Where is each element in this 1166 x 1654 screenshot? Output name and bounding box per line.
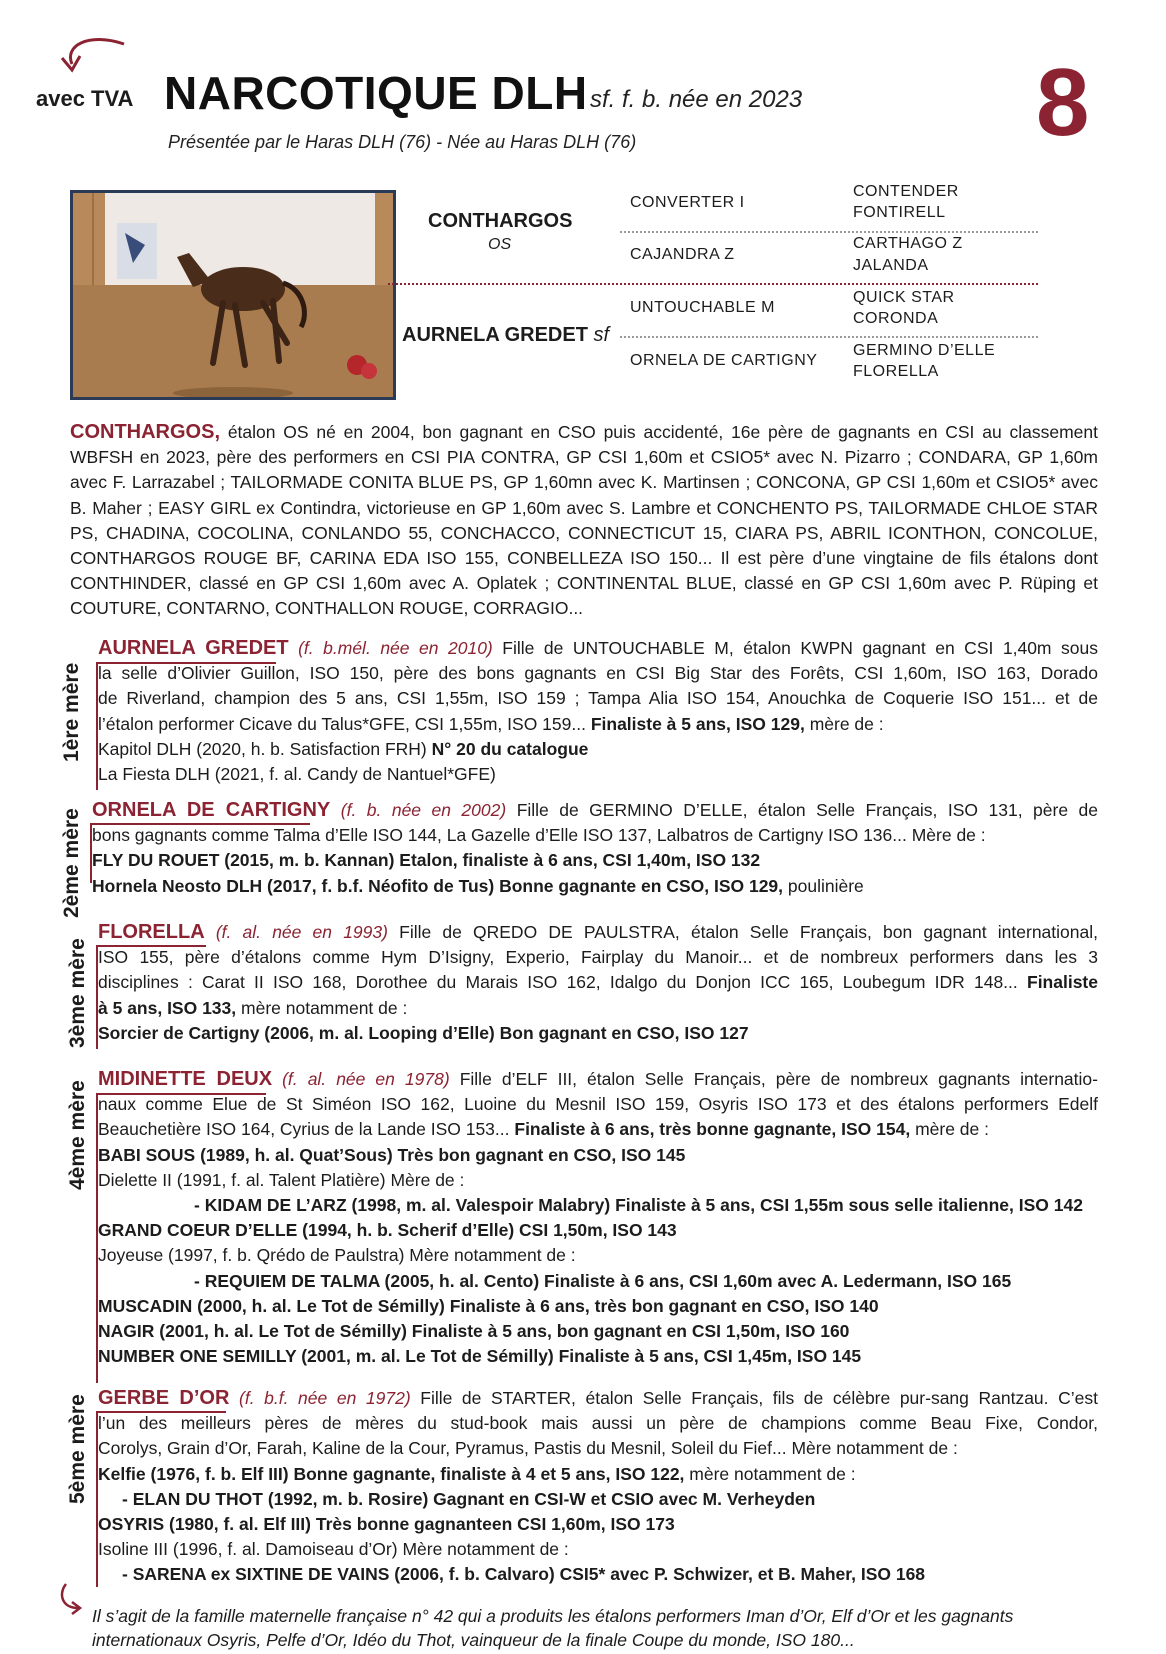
m3-meta: (f. al. née en 1993) — [215, 922, 388, 942]
m5-offspring: Kelfie (1976, f. b. Elf III) Bonne gagnante, finaliste à 4 et 5 ans, ISO 122, — [98, 1463, 685, 1484]
pedigree-ggs3b: CORONDA — [853, 310, 939, 327]
m4-line: mère de : — [915, 1119, 990, 1140]
m1-offspring: Kapitol DLH (2020, h. b. Satisfaction FRH) — [98, 738, 427, 759]
m2-meta: (f. b. née en 2002) — [340, 800, 507, 820]
m4-offspring: NUMBER ONE SEMILLY (2001, m. al. Le Tot de Sémilly) Finaliste à 5 ans, CSI 1,45m, ISO 145 — [98, 1346, 862, 1367]
m4-line: Fille d’ELF III, étalon Selle Français, père de nombreux gagnants internatio- — [459, 1069, 1098, 1089]
m5-line: Corolys, Grain d’Or, Farah, Kaline de la Cour, Pyramus, Pastis du Mesnil, Soleil du Fief... Mère notamment de : — [98, 1438, 958, 1459]
pedigree-gs3: UNTOUCHABLE M — [630, 299, 775, 316]
m2-offspring: Hornela Neosto DLH (2017, f. b.f. Néofito de Tus) Bonne gagnante en CSO, ISO 129, — [92, 875, 784, 896]
m1-line: la selle d’Olivier Guillon, ISO 150, père des bons gagnants en CSI Big Star des Forêts, CSI 1,60m, ISO 163, Dorado — [98, 663, 1098, 684]
m2-line: bons gagnants comme Talma d’Elle ISO 144, La Gazelle d’Elle ISO 137, Lalbatros de Cartigny ISO 136... Mère de : — [92, 825, 986, 846]
m3-line: ISO 155, père d’étalons comme Hym D’Isigny, Experio, Fairplay du Manoir... et de nombreux performers dans les 3 — [98, 947, 1098, 968]
pedigree-divider-main — [388, 283, 1038, 285]
m5-offspring: Isoline III (1996, f. al. Damoiseau d’Or) Mère notamment de : — [98, 1539, 569, 1560]
m5-grand-offspring: - ELAN DU THOT (1992, m. b. Rosire) Gagnant en CSI-W et CSIO avec M. Verheyden — [122, 1488, 816, 1509]
pedigree-gs4: ORNELA DE CARTIGNY — [630, 352, 818, 369]
pedigree-sire-breed: OS — [488, 236, 512, 253]
m1-catalogue-ref: N° 20 du catalogue — [431, 738, 589, 759]
m4-grand-offspring: - REQUIEM DE TALMA (2005, h. al. Cento) Finaliste à 6 ans, CSI 1,60m avec A. Ledermann, ISO 165 — [194, 1270, 1012, 1291]
m1-meta: (f. b.mél. née en 2010) — [298, 638, 493, 658]
curved-arrow-icon — [58, 30, 138, 82]
pedigree-ggs1a: CONTENDER — [853, 183, 959, 200]
m3-line: disciplines : Carat II ISO 168, Dorothee du Marais ISO 162, Idalgo du Donjon ICC 165, Loubegum IDR 148... — [98, 972, 1018, 993]
m4-offspring: GRAND COEUR D’ELLE (1994, h. b. Scherif d’Elle) CSI 1,50m, ISO 143 — [98, 1220, 677, 1241]
pedigree-gs1: CONVERTER I — [630, 194, 745, 211]
m5-label: 5ème mère — [66, 1394, 89, 1504]
family-note: Il s’agit de la famille maternelle française n° 42 qui a produits les étalons performers Iman d’Or, Elf d’Or et les gagnants internationaux Osyris, Pelfe d’Or, Idéo du Thot, vainqueur de la finale Coupe du monde, ISO 180... — [92, 1606, 1014, 1650]
lot-number: 8 — [1036, 49, 1090, 156]
pedigree-ggs2b: JALANDA — [853, 257, 929, 274]
m2-line: poulinière — [787, 875, 864, 896]
m1-name: AURNELA GREDET — [98, 637, 289, 659]
m4-offspring: Joyeuse (1997, f. b. Qrédo de Paulstra) Mère notamment de : — [98, 1245, 576, 1266]
m2-offspring: FLY DU ROUET (2015, m. b. Kannan) Etalon, finaliste à 6 ans, CSI 1,40m, ISO 132 — [92, 850, 761, 871]
m4-offspring: BABI SOUS (1989, h. al. Quat’Sous) Très bon gagnant en CSO, ISO 145 — [98, 1144, 686, 1165]
horse-subtitle: sf. f. b. née en 2023 — [590, 86, 803, 113]
horse-name: NARCOTIQUE DLH — [164, 67, 588, 119]
m3-offspring: Sorcier de Cartigny (2006, m. al. Looping d’Elle) Bon gagnant en CSO, ISO 127 — [98, 1022, 749, 1043]
m5-offspring: OSYRIS (1980, f. al. Elf III) Très bonne gagnanteen CSI 1,60m, ISO 173 — [98, 1514, 675, 1535]
pedigree-gs2: CAJANDRA Z — [630, 246, 735, 263]
sire-text-body: étalon OS né en 2004, bon gagnant en CSO puis accidenté, 16e père de gagnants en CSI au classement WBFSH en 2023, père des performers en CSI PIA CONTRA, GP CSI 1,60m et CSIO5* avec N. Pizarro ; CONDARA, GP 1,60m avec F. Larrazabel ; TAILORMADE CONITA BLUE PS, GP 1,60mn avec K. Martinsen ; CONCONA, GP CSI 1,60m et CSIO5* avec B. Maher ; EASY GIRL ex Contindra, victorieuse en GP 1,60m avec S. Lambre et CONCHENTO PS, TAILORMADE CHLOE STAR PS, CHADINA, COCOLINA, CONLANDO 55, CONCHACCO, CONNECTICUT 15, CIARA PS, ABRIL ICONTHON, CONCOLUE, CONTHARGOS ROUGE BF, CARINA EDA ISO 155, CONBELLEZA ISO 150... Il est père d’une vingtaine de fils étalons dont CONTHINDER, classé en GP CSI 1,60m avec A. Oplatek ; CONTINENTAL BLUE, classé en GP CSI 1,60m avec P. Rüping et COUTURE, CONTARNO, CONTHALLON ROUGE, CORRAGIO... — [70, 422, 1098, 619]
m2-label: 2ème mère — [60, 808, 83, 918]
m3-section — [98, 920, 1098, 1046]
m4-line-bold: Finaliste à 6 ans, très bonne gagnante, ISO 154, — [514, 1119, 911, 1140]
m2-name: ORNELA DE CARTIGNY — [92, 799, 331, 821]
m1-line: Fille de UNTOUCHABLE M, étalon KWPN gagnant en CSI 1,40m sous — [502, 638, 1098, 658]
horse-photo — [70, 190, 396, 400]
m3-name: FLORELLA — [98, 921, 205, 943]
m5-line: mère notamment de : — [689, 1463, 856, 1484]
pedigree-ggs3a: QUICK STAR — [853, 289, 955, 306]
m1-section — [98, 636, 1098, 787]
pedigree-ggs1b: FONTIRELL — [853, 204, 946, 221]
sire-description — [70, 420, 1098, 622]
m5-meta: (f. b.f. née en 1972) — [239, 1388, 411, 1408]
m4-offspring: Dielette II (1991, f. al. Talent Platière) Mère de : — [98, 1169, 465, 1190]
m2-line: Fille de GERMINO D’ELLE, étalon Selle Français, ISO 131, père de — [516, 800, 1098, 820]
m3-line-bold: à 5 ans, ISO 133, — [98, 997, 237, 1018]
m1-line: l’étalon performer Cicave du Talus*GFE, CSI 1,55m, ISO 159... — [98, 713, 586, 734]
m1-line: mère de : — [809, 713, 884, 734]
m4-grand-offspring: - KIDAM DE L’ARZ (1998, m. al. Valespoir Malabry) Finaliste à 5 ans, CSI 1,55m sous selle italienne, ISO 142 — [194, 1195, 1083, 1216]
pedigree-divider — [620, 231, 1038, 233]
m5-line: Fille de STARTER, étalon Selle Français, fils de célèbre pur-sang Rantzau. C’est — [420, 1388, 1098, 1408]
m5-section — [98, 1386, 1098, 1588]
presented-by: Présentée par le Haras DLH (76) - Née au Haras DLH (76) — [168, 132, 637, 152]
pedigree-dam-breed: sf — [593, 324, 610, 346]
m5-line: l’un des meilleurs pères de mères du stud-book mais aussi un père de champions comme Beau Fixe, Condor, — [98, 1413, 1098, 1434]
m5-name: GERBE D’OR — [98, 1387, 230, 1409]
pedigree-divider — [620, 336, 1038, 338]
pedigree-dam-name: AURNELA GREDET — [402, 324, 588, 346]
pedigree-ggs4b: FLORELLA — [853, 363, 939, 380]
m3-line: Fille de QREDO DE PAULSTRA, étalon Selle Français, bon gagnant international, — [399, 922, 1098, 942]
m4-offspring: MUSCADIN (2000, h. al. Le Tot de Sémilly) Finaliste à 6 ans, très bon gagnant en CSO, ISO 140 — [98, 1295, 879, 1316]
m4-meta: (f. al. née en 1978) — [282, 1069, 450, 1089]
tva-label: avec TVA — [36, 86, 134, 111]
m1-label: 1ère mère — [60, 662, 83, 762]
m4-name: MIDINETTE DEUX — [98, 1068, 273, 1090]
m1-line: de Riverland, champion des 5 ans, CSI 1,55m, ISO 159 ; Tampa Alia ISO 154, Anouchka de Coquerie ISO 151... et de — [98, 688, 1098, 709]
m4-line: naux comme Elue de St Siméon ISO 162, Luoine du Mesnil ISO 159, Osyris ISO 173 et des étalons performers Edelf — [98, 1094, 1098, 1115]
m4-section — [98, 1067, 1098, 1369]
footer-arrow-icon — [56, 1582, 86, 1618]
m2-section — [92, 798, 1098, 899]
m1-line-bold: Finaliste à 5 ans, ISO 129, — [590, 713, 805, 734]
m3-label: 3ème mère — [66, 938, 89, 1048]
m1-offspring: La Fiesta DLH (2021, f. al. Candy de Nantuel*GFE) — [98, 764, 496, 785]
m3-line-bold: Finaliste — [1027, 972, 1098, 993]
m5-grand-offspring: - SARENA ex SIXTINE DE VAINS (2006, f. b. Calvaro) CSI5* avec P. Schwizer, et B. Maher, ISO 168 — [122, 1564, 926, 1585]
pedigree-sire: CONTHARGOS — [428, 210, 573, 232]
m3-line: mère notamment de : — [241, 997, 408, 1018]
m4-offspring: NAGIR (2001, h. al. Le Tot de Sémilly) Finaliste à 5 ans, bon gagnant en CSI 1,50m, ISO 160 — [98, 1321, 850, 1342]
m4-label: 4ème mère — [66, 1080, 89, 1190]
pedigree-ggs4a: GERMINO D’ELLE — [853, 342, 996, 359]
sire-text-name: CONTHARGOS, — [70, 421, 220, 443]
pedigree-ggs2a: CARTHAGO Z — [853, 235, 963, 252]
pedigree-dam — [402, 324, 609, 347]
m4-line: Beauchetière ISO 164, Cyrius de la Lande ISO 153... — [98, 1119, 510, 1140]
